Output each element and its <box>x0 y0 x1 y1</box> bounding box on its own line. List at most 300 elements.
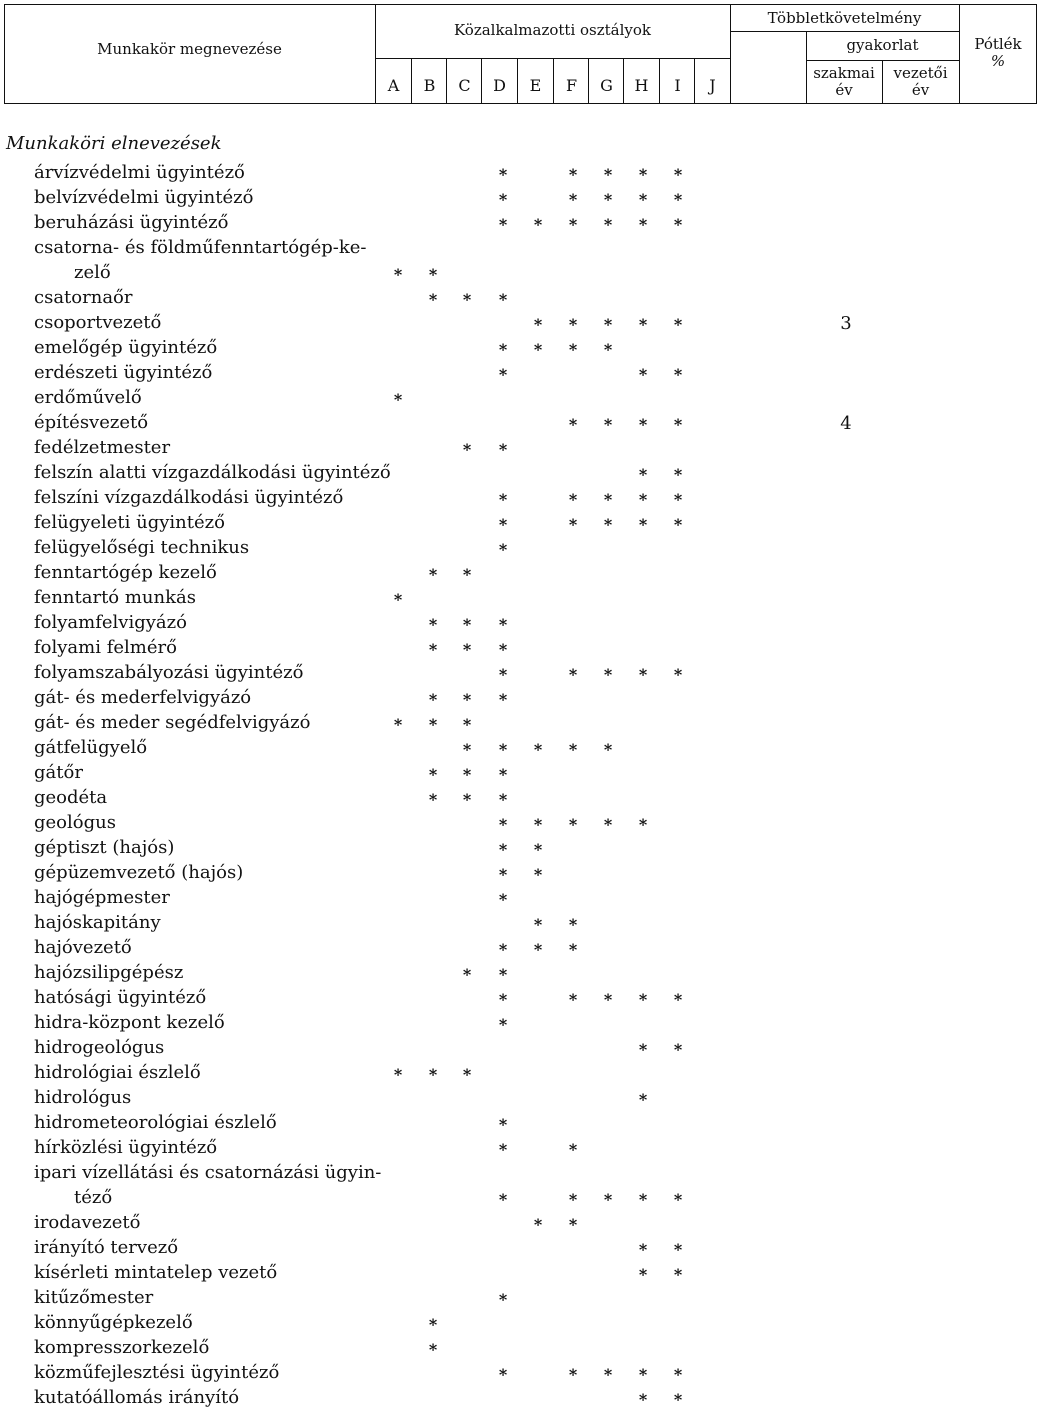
job-title-line: hajóvezető <box>34 937 132 958</box>
job-title <box>34 1110 277 1135</box>
class-mark-d: * <box>498 1290 508 1309</box>
job-title <box>34 360 212 385</box>
job-title-line: irányító tervező <box>34 1237 179 1258</box>
job-title <box>34 235 366 285</box>
job-title <box>34 210 228 235</box>
class-mark-h: * <box>638 165 648 184</box>
class-col-j: J <box>709 76 716 95</box>
job-title <box>34 1310 193 1335</box>
table-row <box>0 810 1050 835</box>
job-title <box>34 735 147 760</box>
job-title <box>34 860 243 885</box>
class-mark-b: * <box>428 790 438 809</box>
class-mark-h: * <box>638 1040 648 1059</box>
job-title-line: hatósági ügyintéző <box>34 987 207 1008</box>
class-mark-h: * <box>638 1265 648 1284</box>
job-title <box>34 1010 225 1035</box>
class-mark-f: * <box>568 740 578 759</box>
class-mark-g: * <box>603 1365 613 1384</box>
class-mark-i: * <box>673 415 683 434</box>
table-row <box>0 835 1050 860</box>
class-col-f: F <box>565 76 578 95</box>
job-title-line: téző <box>74 1187 113 1208</box>
class-mark-d: * <box>498 740 508 759</box>
job-title <box>34 410 148 435</box>
class-mark-f: * <box>568 490 578 509</box>
class-mark-h: * <box>638 1190 648 1209</box>
job-title <box>34 610 187 635</box>
job-title-line: árvízvédelmi ügyintéző <box>34 162 245 183</box>
job-title <box>34 160 245 185</box>
class-mark-e: * <box>533 915 543 934</box>
job-title <box>34 960 183 985</box>
class-mark-d: * <box>498 215 508 234</box>
class-mark-f: * <box>568 315 578 334</box>
table-row <box>0 310 1050 335</box>
job-title-line: hajóskapitány <box>34 912 161 933</box>
job-title <box>34 660 303 685</box>
job-title-line: hajózsilipgépész <box>34 962 184 983</box>
table-row <box>0 1110 1050 1135</box>
table-row <box>0 785 1050 810</box>
table-row <box>0 1360 1050 1385</box>
class-col-i: I <box>674 76 681 95</box>
job-title <box>34 1160 381 1210</box>
class-mark-a: * <box>393 715 403 734</box>
table-row <box>0 685 1050 710</box>
job-title-line: géptiszt (hajós) <box>34 837 175 858</box>
job-title-line: kitűzőmester <box>34 1287 154 1308</box>
job-title-line: felszín alatti vízgazdálkodási ügyintéző <box>34 462 391 483</box>
table-row <box>0 510 1050 535</box>
class-mark-c: * <box>462 565 472 584</box>
class-mark-c: * <box>462 1065 472 1084</box>
class-mark-f: * <box>568 1140 578 1159</box>
class-mark-i: * <box>673 315 683 334</box>
table-row <box>0 435 1050 460</box>
table-row <box>0 935 1050 960</box>
class-mark-f: * <box>568 190 578 209</box>
job-title <box>34 760 83 785</box>
job-title <box>34 385 142 410</box>
job-title <box>34 1210 140 1235</box>
table-row <box>0 360 1050 385</box>
table-row <box>0 210 1050 235</box>
job-title-line: geodéta <box>34 787 108 808</box>
class-mark-a: * <box>393 265 403 284</box>
class-mark-d: * <box>498 990 508 1009</box>
class-mark-d: * <box>498 640 508 659</box>
class-mark-f: * <box>568 915 578 934</box>
class-mark-h: * <box>638 190 648 209</box>
class-mark-b: * <box>428 1340 438 1359</box>
class-mark-f: * <box>568 940 578 959</box>
class-mark-e: * <box>533 865 543 884</box>
job-title <box>34 1385 239 1410</box>
practice-header: gyakorlat <box>846 36 919 54</box>
class-mark-c: * <box>462 765 472 784</box>
class-mark-b: * <box>428 565 438 584</box>
class-mark-i: * <box>673 1365 683 1384</box>
table-row <box>0 1335 1050 1360</box>
class-mark-h: * <box>638 365 648 384</box>
class-mark-d: * <box>498 665 508 684</box>
class-col-h: H <box>634 76 649 95</box>
job-title <box>34 1260 277 1285</box>
class-mark-f: * <box>568 1365 578 1384</box>
section-title: Munkaköri elnevezések <box>6 133 222 154</box>
class-mark-d: * <box>498 815 508 834</box>
table-row <box>0 1060 1050 1085</box>
job-title <box>34 1060 201 1085</box>
class-col-c: C <box>458 76 471 95</box>
class-mark-i: * <box>673 365 683 384</box>
job-title-line: kutatóállomás irányító <box>34 1387 240 1408</box>
class-mark-d: * <box>498 290 508 309</box>
job-title-line: csatorna- és földműfenntartógép-ke- <box>34 237 367 258</box>
job-title-line: fenntartógép kezelő <box>34 562 217 583</box>
job-title-line: hírközlési ügyintéző <box>34 1137 218 1158</box>
class-mark-f: * <box>568 340 578 359</box>
class-mark-f: * <box>568 1215 578 1234</box>
extra-requirements-header: Többletkövetelmény <box>767 9 922 27</box>
job-title-line: építésvezető <box>34 412 149 433</box>
class-mark-i: * <box>673 515 683 534</box>
class-mark-h: * <box>638 415 648 434</box>
table-row <box>0 535 1050 560</box>
class-col-g: G <box>600 76 613 95</box>
class-mark-h: * <box>638 665 648 684</box>
job-title-line: gátfelügyelő <box>34 737 148 758</box>
job-title-line: hidrometeorológiai észlelő <box>34 1112 277 1133</box>
class-mark-f: * <box>568 165 578 184</box>
job-title-line: erdőművelő <box>34 387 142 408</box>
class-mark-g: * <box>603 740 613 759</box>
class-col-e: E <box>529 76 542 95</box>
class-mark-c: * <box>462 690 472 709</box>
table-row <box>0 1260 1050 1285</box>
class-mark-f: * <box>568 815 578 834</box>
job-title-line: kompresszorkezelő <box>34 1337 210 1358</box>
job-title <box>34 1085 131 1110</box>
table-row <box>0 460 1050 485</box>
class-mark-g: * <box>603 215 613 234</box>
job-title <box>34 835 174 860</box>
job-title <box>34 310 161 335</box>
job-title <box>34 810 116 835</box>
class-mark-i: * <box>673 165 683 184</box>
class-mark-c: * <box>462 615 472 634</box>
job-title <box>34 560 217 585</box>
class-mark-h: * <box>638 315 648 334</box>
job-title <box>34 1235 178 1260</box>
job-title-line: irodavezető <box>34 1212 141 1233</box>
job-title-line: ipari vízellátási és csatornázási ügyin- <box>34 1162 382 1183</box>
class-mark-e: * <box>533 315 543 334</box>
job-title <box>34 710 310 735</box>
class-mark-b: * <box>428 765 438 784</box>
class-mark-i: * <box>673 1040 683 1059</box>
class-mark-c: * <box>462 640 472 659</box>
class-mark-d: * <box>498 1365 508 1384</box>
management-years-value: 3 <box>840 313 852 334</box>
table-row <box>0 560 1050 585</box>
class-mark-e: * <box>533 815 543 834</box>
class-col-a: A <box>387 76 400 95</box>
class-mark-g: * <box>603 1190 613 1209</box>
table-row <box>0 385 1050 410</box>
job-title-line: belvízvédelmi ügyintéző <box>34 187 254 208</box>
job-title <box>34 910 161 935</box>
class-mark-h: * <box>638 1365 648 1384</box>
class-mark-d: * <box>498 490 508 509</box>
class-mark-c: * <box>462 965 472 984</box>
job-title <box>34 510 225 535</box>
class-mark-c: * <box>462 715 472 734</box>
job-title <box>34 435 170 460</box>
allowance-header: Pótlék % <box>974 35 1022 70</box>
class-mark-f: * <box>568 990 578 1009</box>
class-mark-d: * <box>498 615 508 634</box>
job-title <box>34 335 217 360</box>
job-list <box>0 160 1050 1410</box>
class-mark-i: * <box>673 1240 683 1259</box>
table-row <box>0 1285 1050 1310</box>
class-mark-h: * <box>638 515 648 534</box>
class-mark-c: * <box>462 440 472 459</box>
class-mark-f: * <box>568 415 578 434</box>
class-mark-a: * <box>393 1065 403 1084</box>
table-row <box>0 1210 1050 1235</box>
class-mark-b: * <box>428 690 438 709</box>
job-title-line: beruházási ügyintéző <box>34 212 229 233</box>
table-row <box>0 910 1050 935</box>
job-title <box>34 1285 153 1310</box>
table-row <box>0 1085 1050 1110</box>
class-mark-g: * <box>603 315 613 334</box>
table-row <box>0 285 1050 310</box>
class-mark-i: * <box>673 490 683 509</box>
job-title-line: gátőr <box>34 762 83 783</box>
table-row <box>0 985 1050 1010</box>
class-mark-c: * <box>462 290 472 309</box>
job-title-line: fenntartó munkás <box>34 587 196 608</box>
class-mark-d: * <box>498 1015 508 1034</box>
table-row <box>0 585 1050 610</box>
job-title <box>34 635 177 660</box>
table-header <box>4 4 1037 104</box>
class-mark-d: * <box>498 165 508 184</box>
class-mark-d: * <box>498 1140 508 1159</box>
class-mark-g: * <box>603 515 613 534</box>
class-mark-i: * <box>673 665 683 684</box>
table-row <box>0 335 1050 360</box>
table-row <box>0 410 1050 435</box>
class-mark-g: * <box>603 165 613 184</box>
class-mark-d: * <box>498 440 508 459</box>
table-row <box>0 1010 1050 1035</box>
class-mark-g: * <box>603 815 613 834</box>
management-years-header: vezetői év <box>893 64 948 99</box>
job-title <box>34 460 391 485</box>
class-mark-h: * <box>638 490 648 509</box>
management-years-value: 4 <box>840 413 852 434</box>
class-mark-d: * <box>498 1115 508 1134</box>
class-mark-d: * <box>498 965 508 984</box>
table-row <box>0 1235 1050 1260</box>
job-title-line: gát- és meder segédfelvigyázó <box>34 712 311 733</box>
job-title-line: gát- és mederfelvigyázó <box>34 687 252 708</box>
job-title-line: csoportvezető <box>34 312 162 333</box>
job-title <box>34 885 170 910</box>
class-mark-g: * <box>603 190 613 209</box>
job-title <box>34 585 196 610</box>
table-row <box>0 860 1050 885</box>
job-title-line: felszíni vízgazdálkodási ügyintéző <box>34 487 344 508</box>
class-mark-e: * <box>533 840 543 859</box>
job-title-line: geológus <box>34 812 116 833</box>
table-row <box>0 485 1050 510</box>
job-title-line: gépüzemvezető (hajós) <box>34 862 244 883</box>
table-row <box>0 760 1050 785</box>
job-title-column-header: Munkakör megnevezése <box>97 40 282 58</box>
class-mark-h: * <box>638 1390 648 1409</box>
class-mark-d: * <box>498 1190 508 1209</box>
class-mark-a: * <box>393 390 403 409</box>
table-row <box>0 610 1050 635</box>
class-mark-i: * <box>673 465 683 484</box>
classes-header: Közalkalmazotti osztályok <box>453 21 652 39</box>
class-mark-d: * <box>498 790 508 809</box>
table-row <box>0 735 1050 760</box>
class-mark-d: * <box>498 890 508 909</box>
job-title <box>34 985 206 1010</box>
job-title-line: hidrológiai észlelő <box>34 1062 201 1083</box>
class-mark-h: * <box>638 465 648 484</box>
class-mark-g: * <box>603 990 613 1009</box>
table-row <box>0 1160 1050 1210</box>
job-title <box>34 685 251 710</box>
job-title-line: közműfejlesztési ügyintéző <box>34 1362 280 1383</box>
table-row <box>0 885 1050 910</box>
table-row <box>0 960 1050 985</box>
class-mark-c: * <box>462 790 472 809</box>
job-title <box>34 285 133 310</box>
class-mark-h: * <box>638 990 648 1009</box>
job-title-line: csatornaőr <box>34 287 133 308</box>
class-mark-f: * <box>568 515 578 534</box>
class-mark-e: * <box>533 1215 543 1234</box>
class-mark-i: * <box>673 990 683 1009</box>
class-mark-d: * <box>498 865 508 884</box>
job-title <box>34 1135 217 1160</box>
class-mark-h: * <box>638 1240 648 1259</box>
job-title-line: folyamfelvigyázó <box>34 612 187 633</box>
class-mark-b: * <box>428 1315 438 1334</box>
job-title-line: emelőgép ügyintéző <box>34 337 218 358</box>
job-title-line: zelő <box>74 262 111 283</box>
class-mark-d: * <box>498 765 508 784</box>
job-title-line: kísérleti mintatelep vezető <box>34 1262 278 1283</box>
job-title-line: hajógépmester <box>34 887 170 908</box>
class-mark-d: * <box>498 515 508 534</box>
table-row <box>0 185 1050 210</box>
job-title-line: folyami felmérő <box>34 637 177 658</box>
class-mark-i: * <box>673 215 683 234</box>
table-row <box>0 710 1050 735</box>
class-mark-b: * <box>428 290 438 309</box>
job-title <box>34 485 343 510</box>
class-mark-c: * <box>462 740 472 759</box>
class-mark-e: * <box>533 340 543 359</box>
table-row <box>0 635 1050 660</box>
job-title <box>34 1360 279 1385</box>
class-mark-d: * <box>498 690 508 709</box>
class-mark-d: * <box>498 190 508 209</box>
job-title-line: felügyelőségi technikus <box>34 537 250 558</box>
class-mark-i: * <box>673 190 683 209</box>
class-mark-b: * <box>428 715 438 734</box>
class-mark-b: * <box>428 265 438 284</box>
table-row <box>0 235 1050 285</box>
job-title <box>34 935 132 960</box>
class-mark-d: * <box>498 340 508 359</box>
class-col-d: D <box>493 76 506 95</box>
job-title <box>34 185 253 210</box>
class-col-b: B <box>423 76 436 95</box>
table-row <box>0 660 1050 685</box>
class-mark-d: * <box>498 840 508 859</box>
class-mark-g: * <box>603 415 613 434</box>
class-mark-d: * <box>498 365 508 384</box>
table-row <box>0 1310 1050 1335</box>
job-title-line: felügyeleti ügyintéző <box>34 512 225 533</box>
job-title-line: könnyűgépkezelő <box>34 1312 193 1333</box>
class-mark-e: * <box>533 215 543 234</box>
table-row <box>0 160 1050 185</box>
class-mark-d: * <box>498 540 508 559</box>
class-mark-d: * <box>498 940 508 959</box>
class-mark-b: * <box>428 615 438 634</box>
class-mark-g: * <box>603 490 613 509</box>
job-title-line: hidrológus <box>34 1087 132 1108</box>
job-title <box>34 535 249 560</box>
class-mark-b: * <box>428 640 438 659</box>
job-title <box>34 1335 209 1360</box>
class-mark-h: * <box>638 1090 648 1109</box>
class-mark-h: * <box>638 215 648 234</box>
class-mark-i: * <box>673 1190 683 1209</box>
job-title-line: erdészeti ügyintéző <box>34 362 213 383</box>
class-mark-g: * <box>603 340 613 359</box>
class-mark-f: * <box>568 665 578 684</box>
professional-years-header: szakmai év <box>813 64 875 99</box>
class-mark-e: * <box>533 740 543 759</box>
job-title-line: folyamszabályozási ügyintéző <box>34 662 304 683</box>
job-title <box>34 1035 164 1060</box>
class-mark-e: * <box>533 940 543 959</box>
job-title-line: hidrogeológus <box>34 1037 165 1058</box>
class-mark-f: * <box>568 215 578 234</box>
class-mark-i: * <box>673 1265 683 1284</box>
table-row <box>0 1135 1050 1160</box>
job-title-line: fedélzetmester <box>34 437 171 458</box>
class-mark-g: * <box>603 665 613 684</box>
class-mark-i: * <box>673 1390 683 1409</box>
class-mark-a: * <box>393 590 403 609</box>
table-row <box>0 1385 1050 1410</box>
class-mark-h: * <box>638 815 648 834</box>
